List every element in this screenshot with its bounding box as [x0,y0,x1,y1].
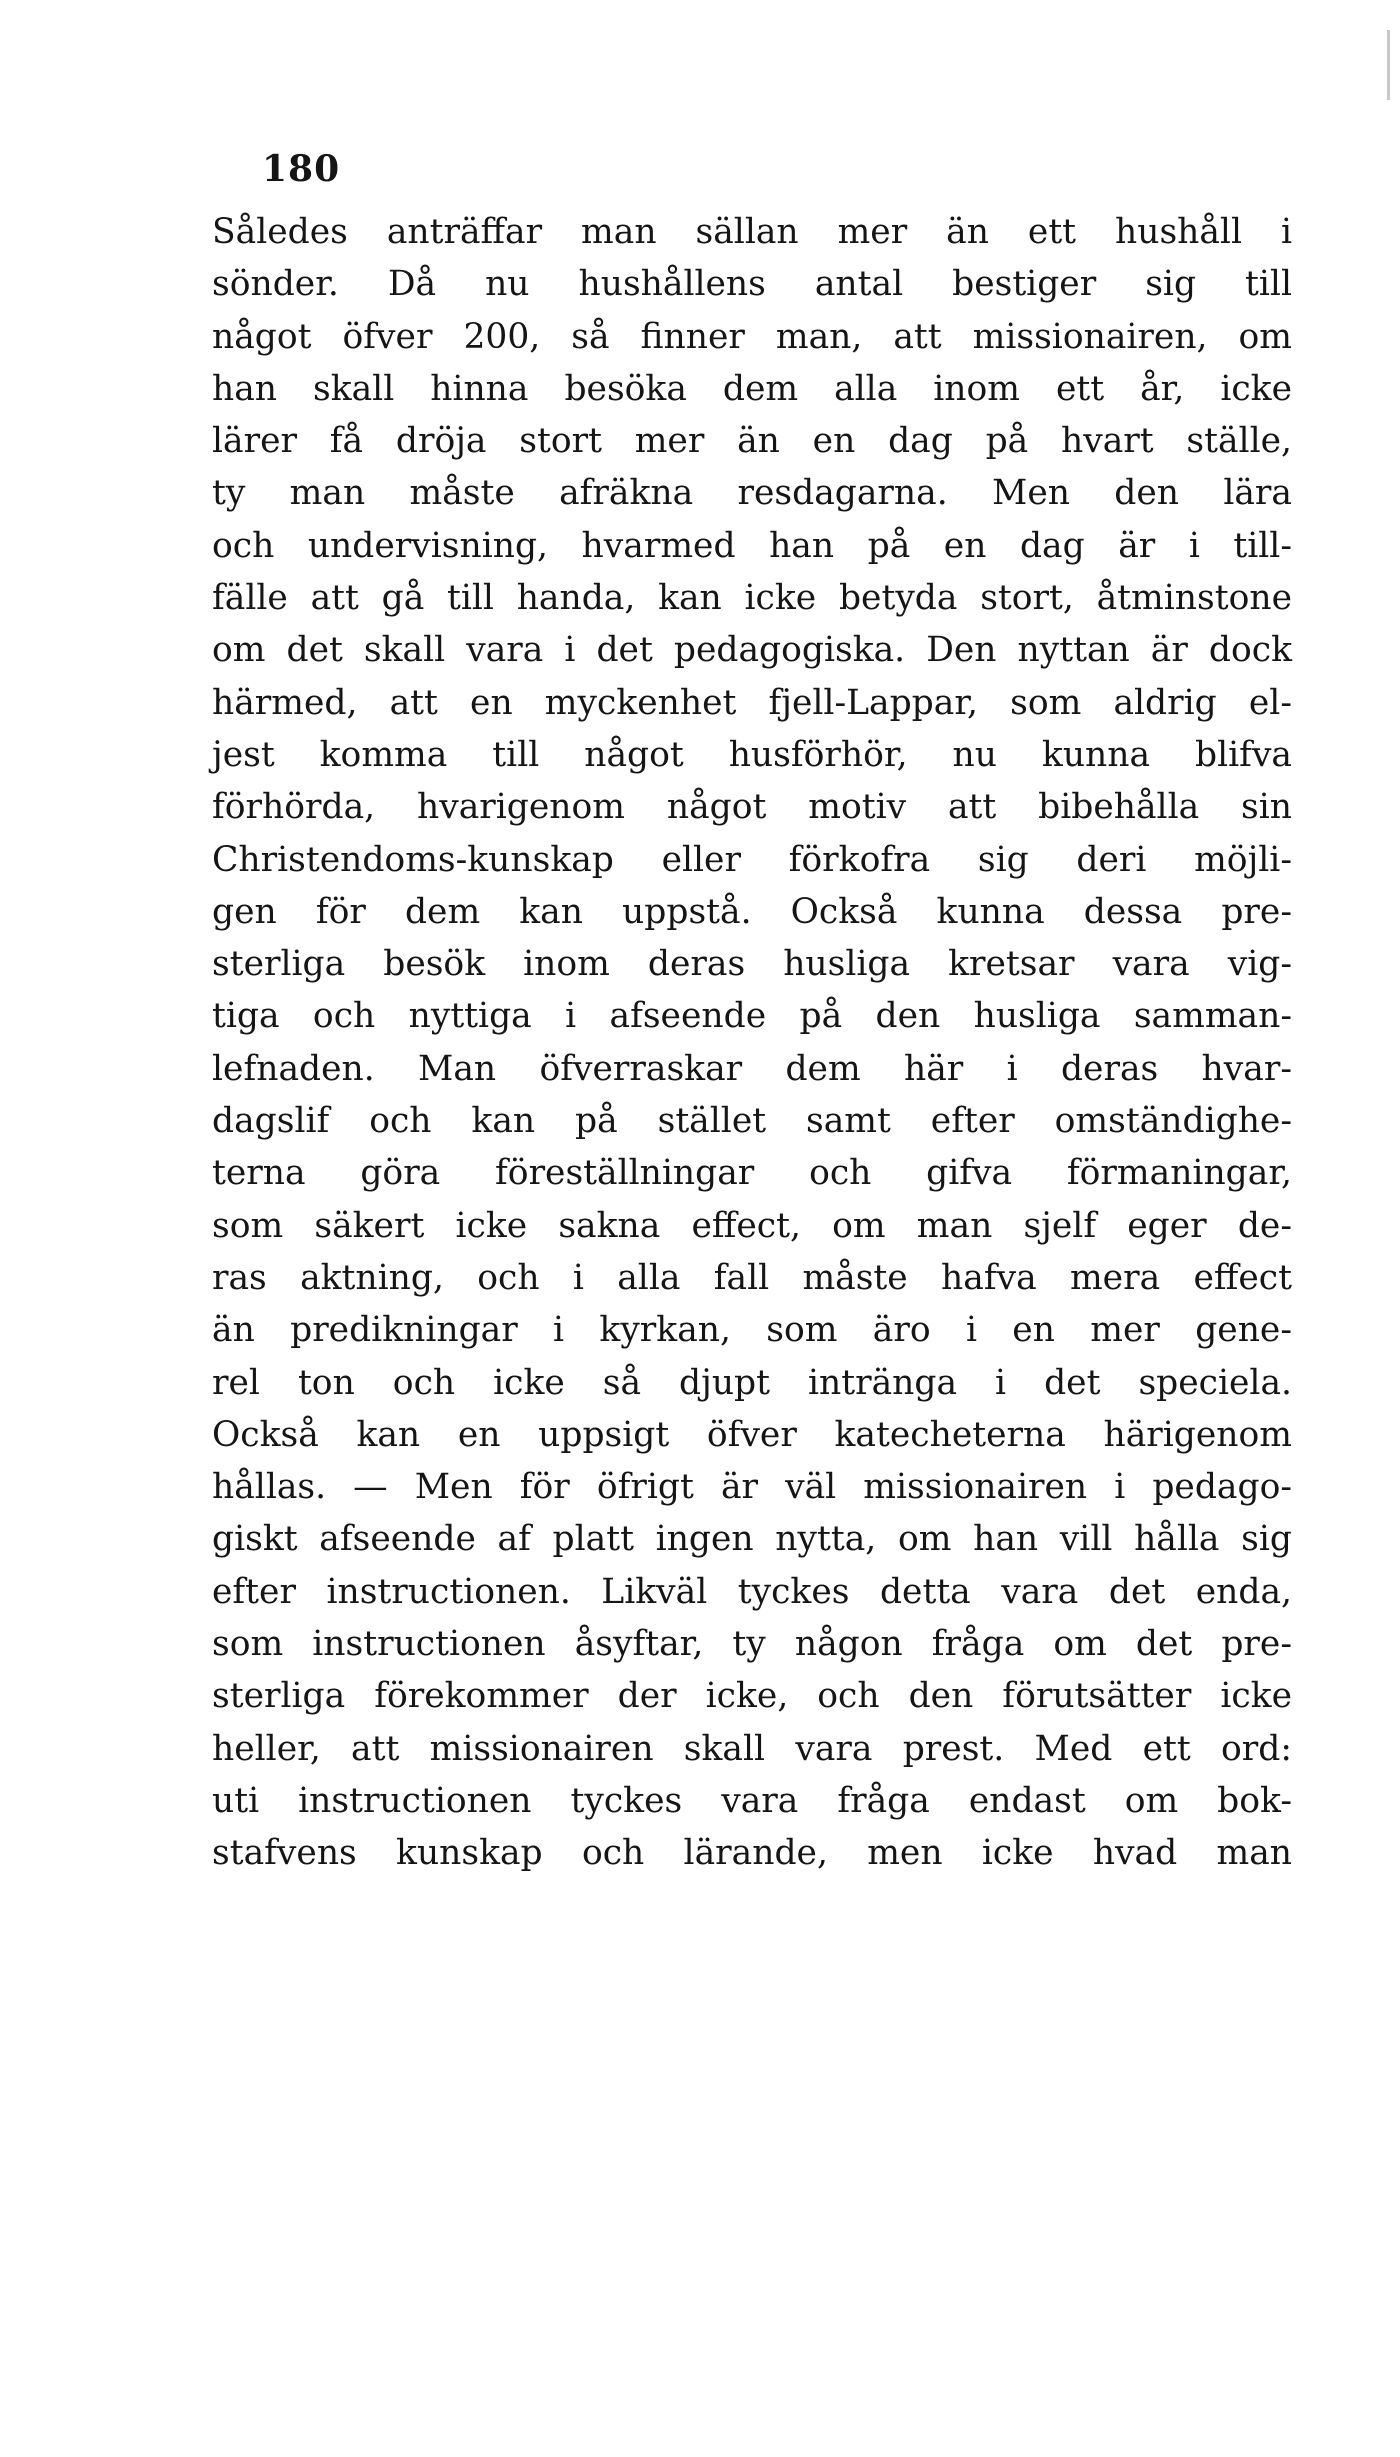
text-line: som instructionen åsyftar, ty någon fråga om det pre- [212,1624,1292,1665]
text-line: om det skall vara i det pedagogiska. Den nyttan är dock [212,630,1292,671]
body-text [212,206,1292,1880]
text-line: Christendoms-kunskap eller förkofra sig deri möjli- [212,839,1292,880]
text-line: förhörda, hvarigenom något motiv att bibehålla sin [212,787,1292,828]
text-line: efter instructionen. Likväl tyckes detta vara det enda, [212,1571,1292,1612]
text-line: ty man måste afräkna resdagarna. Men den lära [212,473,1292,514]
text-line: heller, att missionairen skall vara prest. Med ett ord: [212,1728,1292,1769]
text-line: lefnaden. Man öfverraskar dem här i deras hvar- [212,1048,1292,1089]
text-line: han skall hinna besöka dem alla inom ett år, icke [212,368,1292,409]
text-line: rel ton och icke så djupt intränga i det speciela. [212,1362,1292,1403]
text-line: något öfver 200, så finner man, att missionairen, om [212,316,1292,357]
text-line: Också kan en uppsigt öfver katecheterna härigenom [212,1414,1292,1455]
text-line: ras aktning, och i alla fall måste hafva mera effect [212,1257,1292,1298]
text-line: än predikningar i kyrkan, som äro i en mer gene- [212,1310,1292,1351]
text-line: härmed, att en myckenhet fjell-Lappar, som aldrig el- [212,682,1292,723]
text-line: sterliga besök inom deras husliga kretsar vara vig- [212,944,1292,985]
text-line: dagslif och kan på stället samt efter omständighe- [212,1101,1292,1142]
text-line: fälle att gå till handa, kan icke betyda stort, åtminstone [212,578,1292,619]
text-line: tiga och nyttiga i afseende på den husliga samman- [212,996,1292,1037]
text-line: giskt afseende af platt ingen nytta, om han vill hålla sig [212,1519,1292,1560]
text-line: hållas. — Men för öfrigt är väl missionairen i pedago- [212,1467,1292,1508]
text-line: jest komma till något husförhör, nu kunna blifva [212,734,1292,775]
page-edge-mark [1387,30,1390,100]
page-number: 180 [262,148,341,190]
text-line: terna göra föreställningar och gifva förmaningar, [212,1153,1292,1194]
text-line: sönder. Då nu hushållens antal bestiger sig till [212,264,1292,305]
text-line: som säkert icke sakna effect, om man sjelf eger de- [212,1205,1292,1246]
text-line: uti instructionen tyckes vara fråga endast om bok- [212,1780,1292,1821]
text-line: lärer få dröja stort mer än en dag på hvart ställe, [212,421,1292,462]
text-line: Således anträffar man sällan mer än ett hushåll i [212,212,1292,252]
text-line: gen för dem kan uppstå. Också kunna dessa pre- [212,891,1292,932]
text-line: och undervisning, hvarmed han på en dag är i till- [212,525,1292,566]
text-line: sterliga förekommer der icke, och den förutsätter icke [212,1676,1292,1717]
text-line: stafvens kunskap och lärande, men icke hvad man [212,1833,1292,1874]
